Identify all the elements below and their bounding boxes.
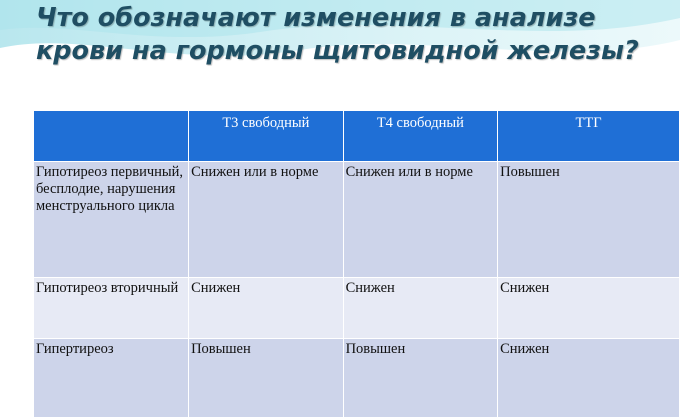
page-title: Что обозначают изменения в анализе крови на гормоны щитовидной железы? <box>36 3 639 66</box>
table-cell: Гипотиреоз первичный, бесплодие, нарушения менструального цикла <box>34 162 189 278</box>
table-cell: Повышен <box>343 339 498 418</box>
header-cell-t4: Т4 свободный <box>343 111 498 162</box>
header-cell-tsh: ТТГ <box>498 111 680 162</box>
table-cell: Гипотиреоз вторичный <box>34 278 189 339</box>
table-cell: Снижен или в норме <box>189 162 344 278</box>
table-row <box>34 162 680 278</box>
table-cell: Снижен <box>498 339 680 418</box>
table-row <box>34 278 680 339</box>
table-cell: Повышен <box>189 339 344 418</box>
table-cell: Снижен <box>343 278 498 339</box>
table-cell: Снижен <box>498 278 680 339</box>
table-cell: Повышен <box>498 162 680 278</box>
table-row <box>34 339 680 418</box>
table-cell: Снижен <box>189 278 344 339</box>
header-cell-condition <box>34 111 189 162</box>
table-header-row <box>34 111 680 162</box>
hormone-table <box>33 110 680 418</box>
table-cell: Гипертиреоз <box>34 339 189 418</box>
table-cell: Снижен или в норме <box>343 162 498 278</box>
header-cell-t3: Т3 свободный <box>189 111 344 162</box>
